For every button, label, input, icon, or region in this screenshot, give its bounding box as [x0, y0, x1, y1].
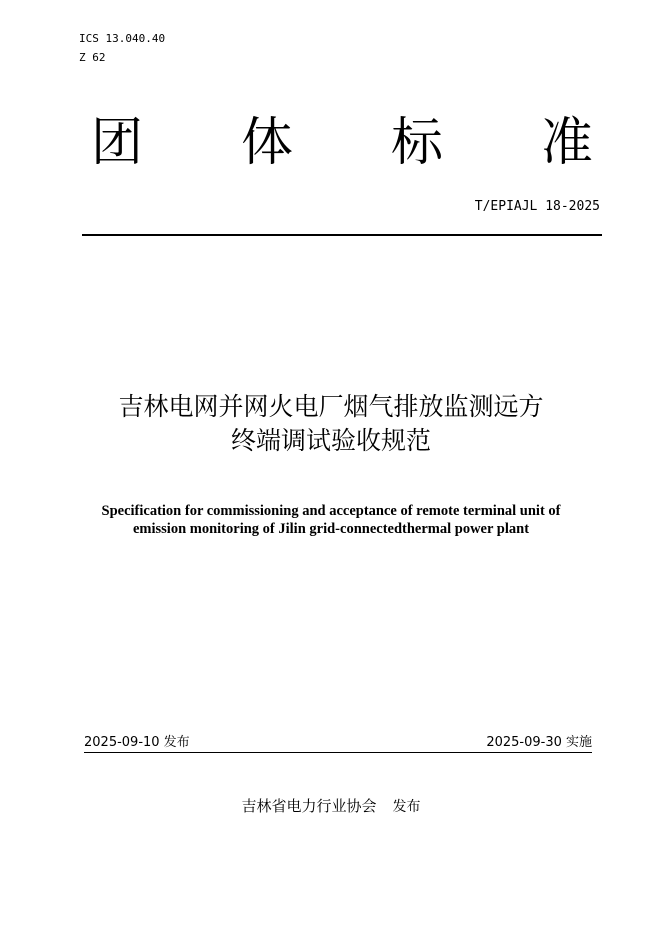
ccs-code: Z 62: [79, 51, 106, 64]
publisher-verb: 发布: [392, 799, 421, 815]
implementation-date: 2025-09-30 实施: [486, 735, 592, 750]
issue-date: 2025-09-10 发布: [84, 735, 190, 750]
date-row: [84, 735, 592, 751]
english-title: [40, 502, 622, 538]
standard-number: T/EPIAJL 18-2025: [474, 199, 600, 214]
chinese-title-line-1: 吉林电网并网火电厂烟气排放监测远方: [118, 392, 544, 421]
doc-type-char-1: 团: [90, 113, 143, 173]
date-divider: [84, 752, 592, 753]
doc-type-char-2: 体: [240, 113, 293, 173]
doc-type-char-3: 标: [390, 113, 443, 173]
english-title-line-1: Specification for commissioning and acceptance of remote terminal unit of: [101, 503, 561, 519]
document-type-heading: [82, 108, 602, 178]
top-divider: [82, 234, 602, 236]
chinese-title-line-2: 终端调试验收规范: [230, 426, 431, 455]
english-title-line-2: emission monitoring of Jilin grid-connectedthermal power plant: [132, 521, 530, 537]
publisher-org: 吉林省电力行业协会: [241, 797, 377, 815]
ics-code: ICS 13.040.40: [79, 32, 166, 45]
chinese-title: [40, 390, 622, 458]
publisher-line: [40, 796, 622, 817]
doc-type-char-4: 准: [540, 113, 593, 173]
